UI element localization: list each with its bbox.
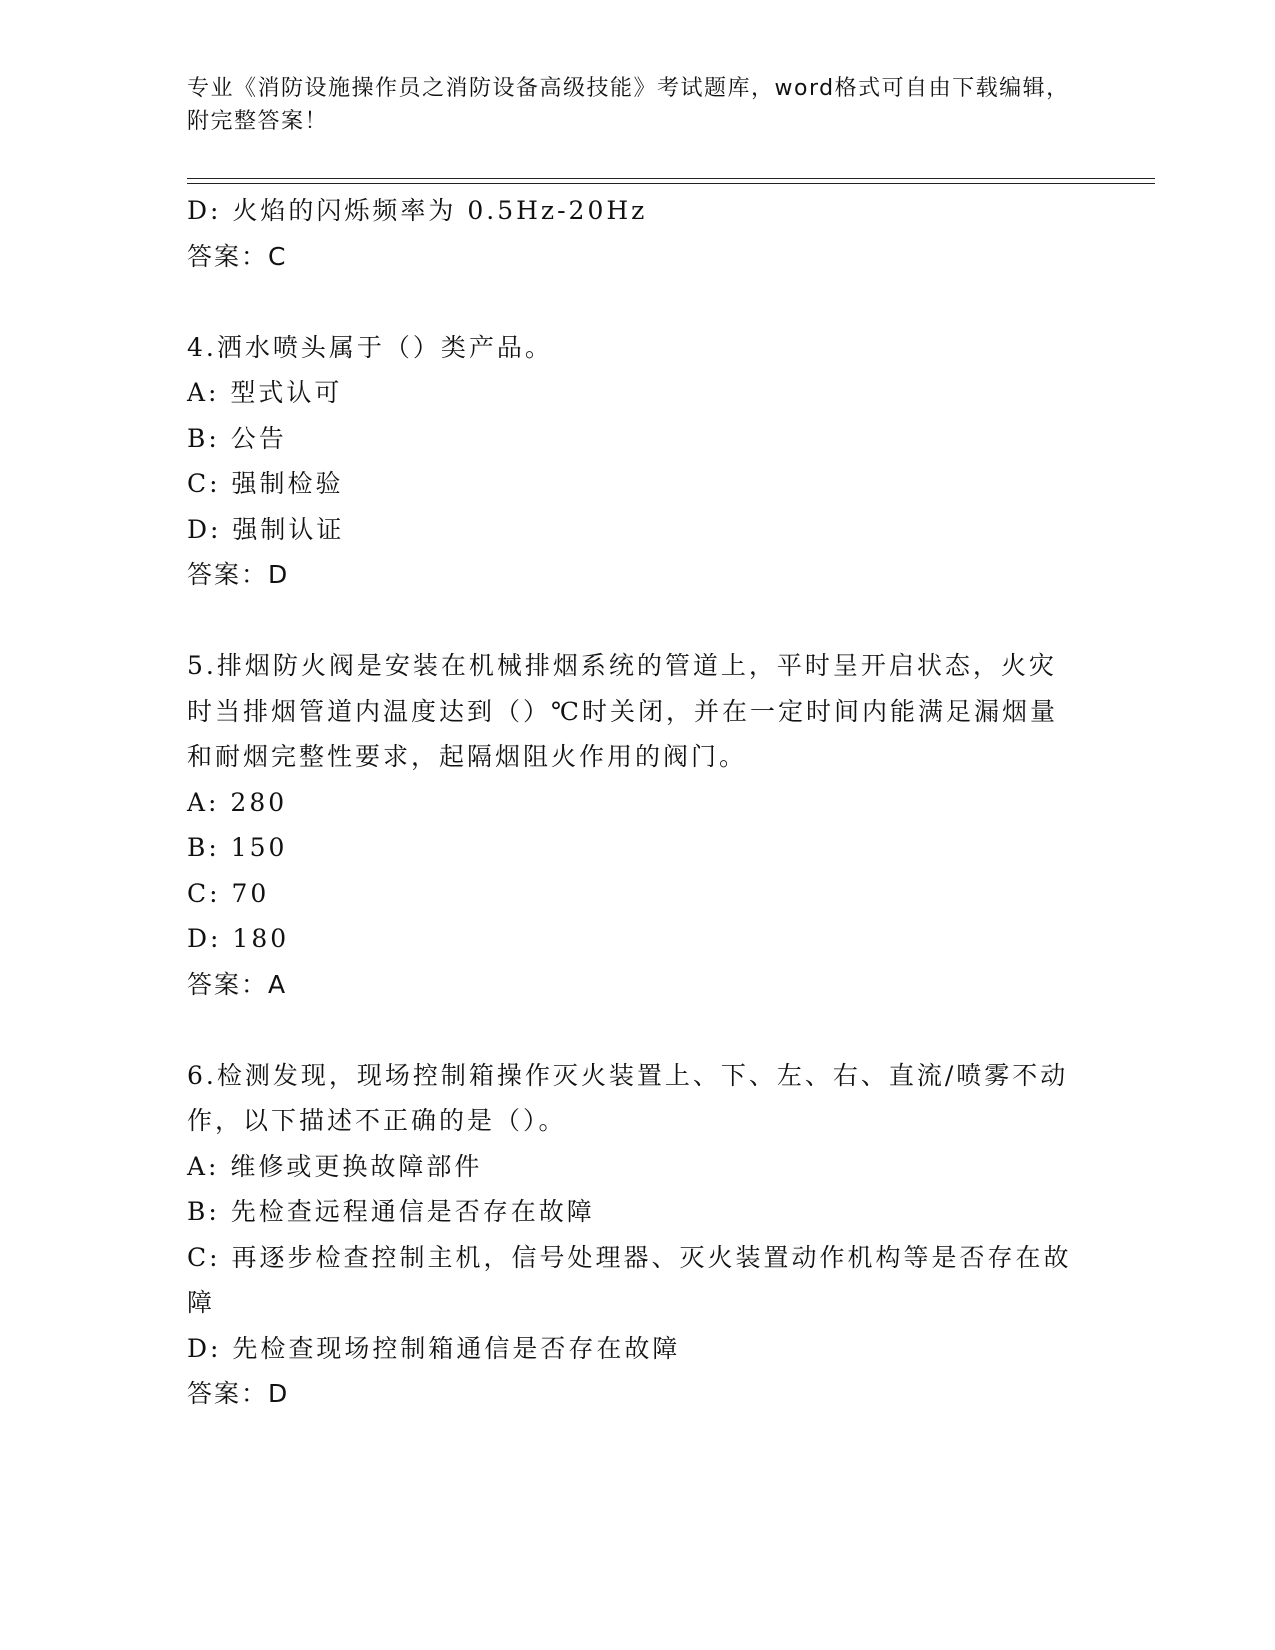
- option-c: C: 70: [187, 878, 270, 908]
- question-stem: 5.排烟防火阀是安装在机械排烟系统的管道上，平时呈开启状态，火灾时当排烟管道内温度达到（）℃时关闭，并在一定时间内能满足漏烟量和耐烟完整性要求，起隔烟阻火作用的阀门。: [187, 651, 1058, 771]
- answer: 答案：D: [187, 1379, 290, 1408]
- answer: 答案：D: [187, 560, 290, 589]
- answer: 答案：A: [187, 969, 288, 999]
- document-body: [187, 188, 1087, 1417]
- option-d: D: 强制认证: [187, 514, 345, 544]
- header-divider-bottom: [187, 183, 1155, 184]
- option-b: B: 150: [187, 833, 288, 862]
- question-block: [187, 1053, 1087, 1417]
- option-c: C: 强制检验: [187, 469, 344, 498]
- option-d: D: 180: [187, 924, 290, 953]
- question-block: [187, 643, 1087, 1007]
- page-header: 专业《消防设施操作员之消防设备高级技能》考试题库，word格式可自由下载编辑，附完整答案！: [187, 76, 1070, 134]
- option-c: C: 再逐步检查控制主机，信号处理器、灭火装置动作机构等是否存在故障: [187, 1242, 1072, 1317]
- spacer: [187, 598, 1087, 644]
- spacer: [187, 279, 1087, 325]
- header-divider-top: [187, 178, 1155, 179]
- spacer: [187, 1007, 1087, 1053]
- question-block: [187, 325, 1087, 598]
- option-d: D: 先检查现场控制箱通信是否存在故障: [187, 1333, 681, 1363]
- option-a: A: 维修或更换故障部件: [187, 1151, 483, 1181]
- option-d: D: 火焰的闪烁频率为 0.5Hz-20Hz: [187, 196, 648, 225]
- option-b: B: 先检查远程通信是否存在故障: [187, 1197, 595, 1226]
- question-stem: 4.洒水喷头属于（）类产品。: [187, 332, 553, 362]
- option-a: A: 280: [187, 787, 288, 817]
- question-stem: 6.检测发现，现场控制箱操作灭火装置上、下、左、右、直流/喷雾不动作，以下描述不正确的是（）。: [187, 1060, 1069, 1135]
- option-b: B: 公告: [187, 423, 287, 453]
- option-a: A: 型式认可: [187, 378, 343, 407]
- answer: 答案：C: [187, 241, 288, 271]
